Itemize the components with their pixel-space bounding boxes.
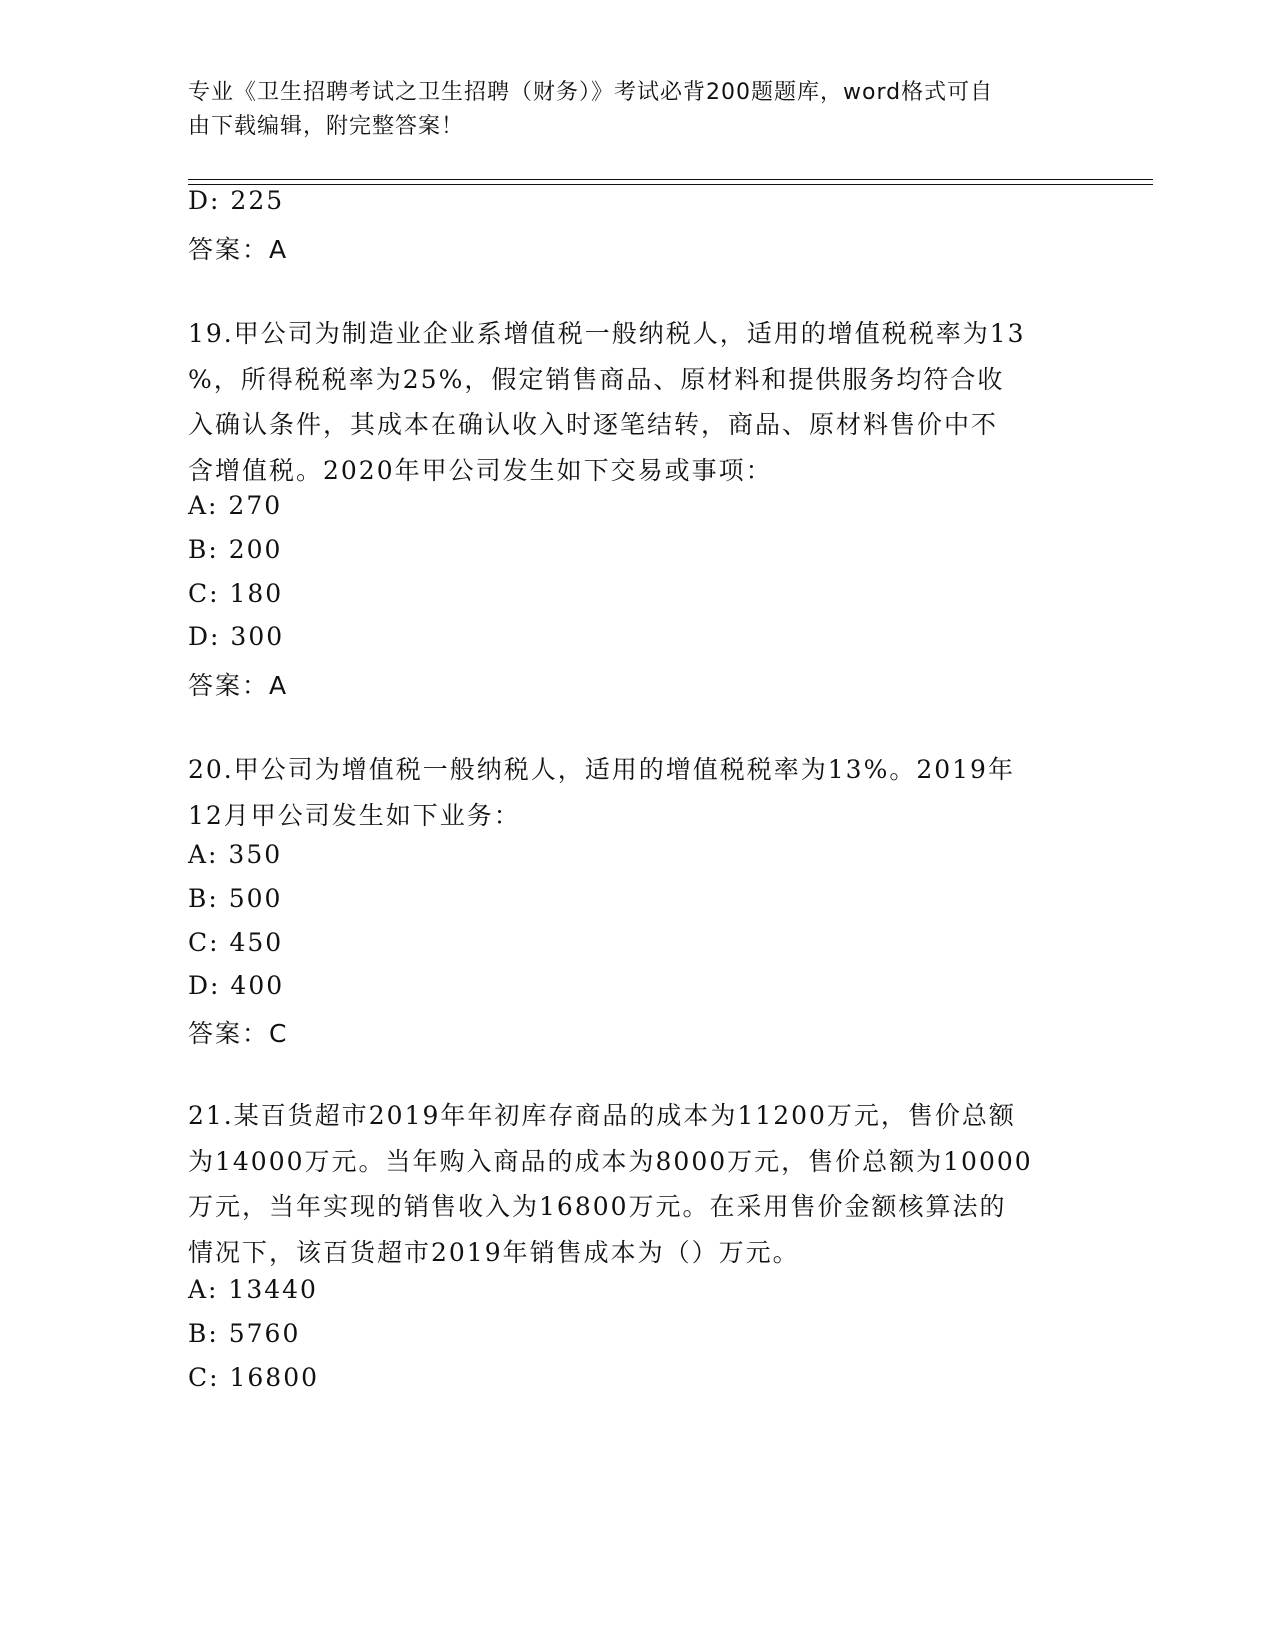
question-line: 20.甲公司为增值税一般纳税人，适用的增值税税率为13%。2019年 (188, 755, 1015, 784)
option-b: B: 5760 (188, 1319, 301, 1348)
document-header (188, 76, 1088, 144)
question-21-text (188, 1093, 1078, 1275)
question-line: 19.甲公司为制造业企业系增值税一般纳税人，适用的增值税税率为13 (188, 319, 1026, 348)
question-line: 入确认条件，其成本在确认收入时逐笔结转，商品、原材料售价中不 (188, 410, 999, 439)
question-19-text (188, 311, 1078, 493)
option-c: C: 450 (188, 928, 284, 957)
header-line-2: 由下载编辑，附完整答案！ (188, 114, 465, 139)
question-line: 含增值税。2020年甲公司发生如下交易或事项： (188, 455, 773, 485)
option-c: C: 180 (188, 579, 284, 608)
question-line: 12月甲公司发生如下业务： (188, 800, 521, 830)
option-a: A: 350 (188, 840, 283, 869)
question-line: %，所得税税率为25%，假定销售商品、原材料和提供服务均符合收 (188, 364, 1005, 394)
question-20-text (188, 747, 1078, 838)
option-a: A: 13440 (188, 1275, 318, 1304)
answer-label: 答案：A (188, 671, 289, 700)
option-d: D: 300 (188, 622, 285, 651)
option-d: D: 400 (188, 971, 285, 1000)
question-line: 为14000万元。当年购入商品的成本为8000万元，售价总额为10000 (188, 1146, 1033, 1176)
answer-label: 答案：A (188, 235, 289, 264)
option-d: D: 225 (188, 186, 285, 215)
option-c: C: 16800 (188, 1363, 320, 1392)
question-line: 21.某百货超市2019年年初库存商品的成本为11200万元，售价总额 (188, 1101, 1016, 1130)
answer-label: 答案：C (188, 1019, 289, 1048)
header-line-1: 专业《卫生招聘考试之卫生招聘（财务）》考试必背200题题库，word格式可自 (188, 80, 994, 105)
header-divider-bottom (188, 184, 1153, 185)
header-divider-top (188, 179, 1153, 180)
question-line: 情况下，该百货超市2019年销售成本为（）万元。 (188, 1237, 800, 1267)
option-b: B: 200 (188, 535, 283, 564)
question-line: 万元，当年实现的销售收入为16800万元。在采用售价金额核算法的 (188, 1192, 1007, 1221)
option-a: A: 270 (188, 491, 283, 520)
option-b: B: 500 (188, 884, 283, 913)
